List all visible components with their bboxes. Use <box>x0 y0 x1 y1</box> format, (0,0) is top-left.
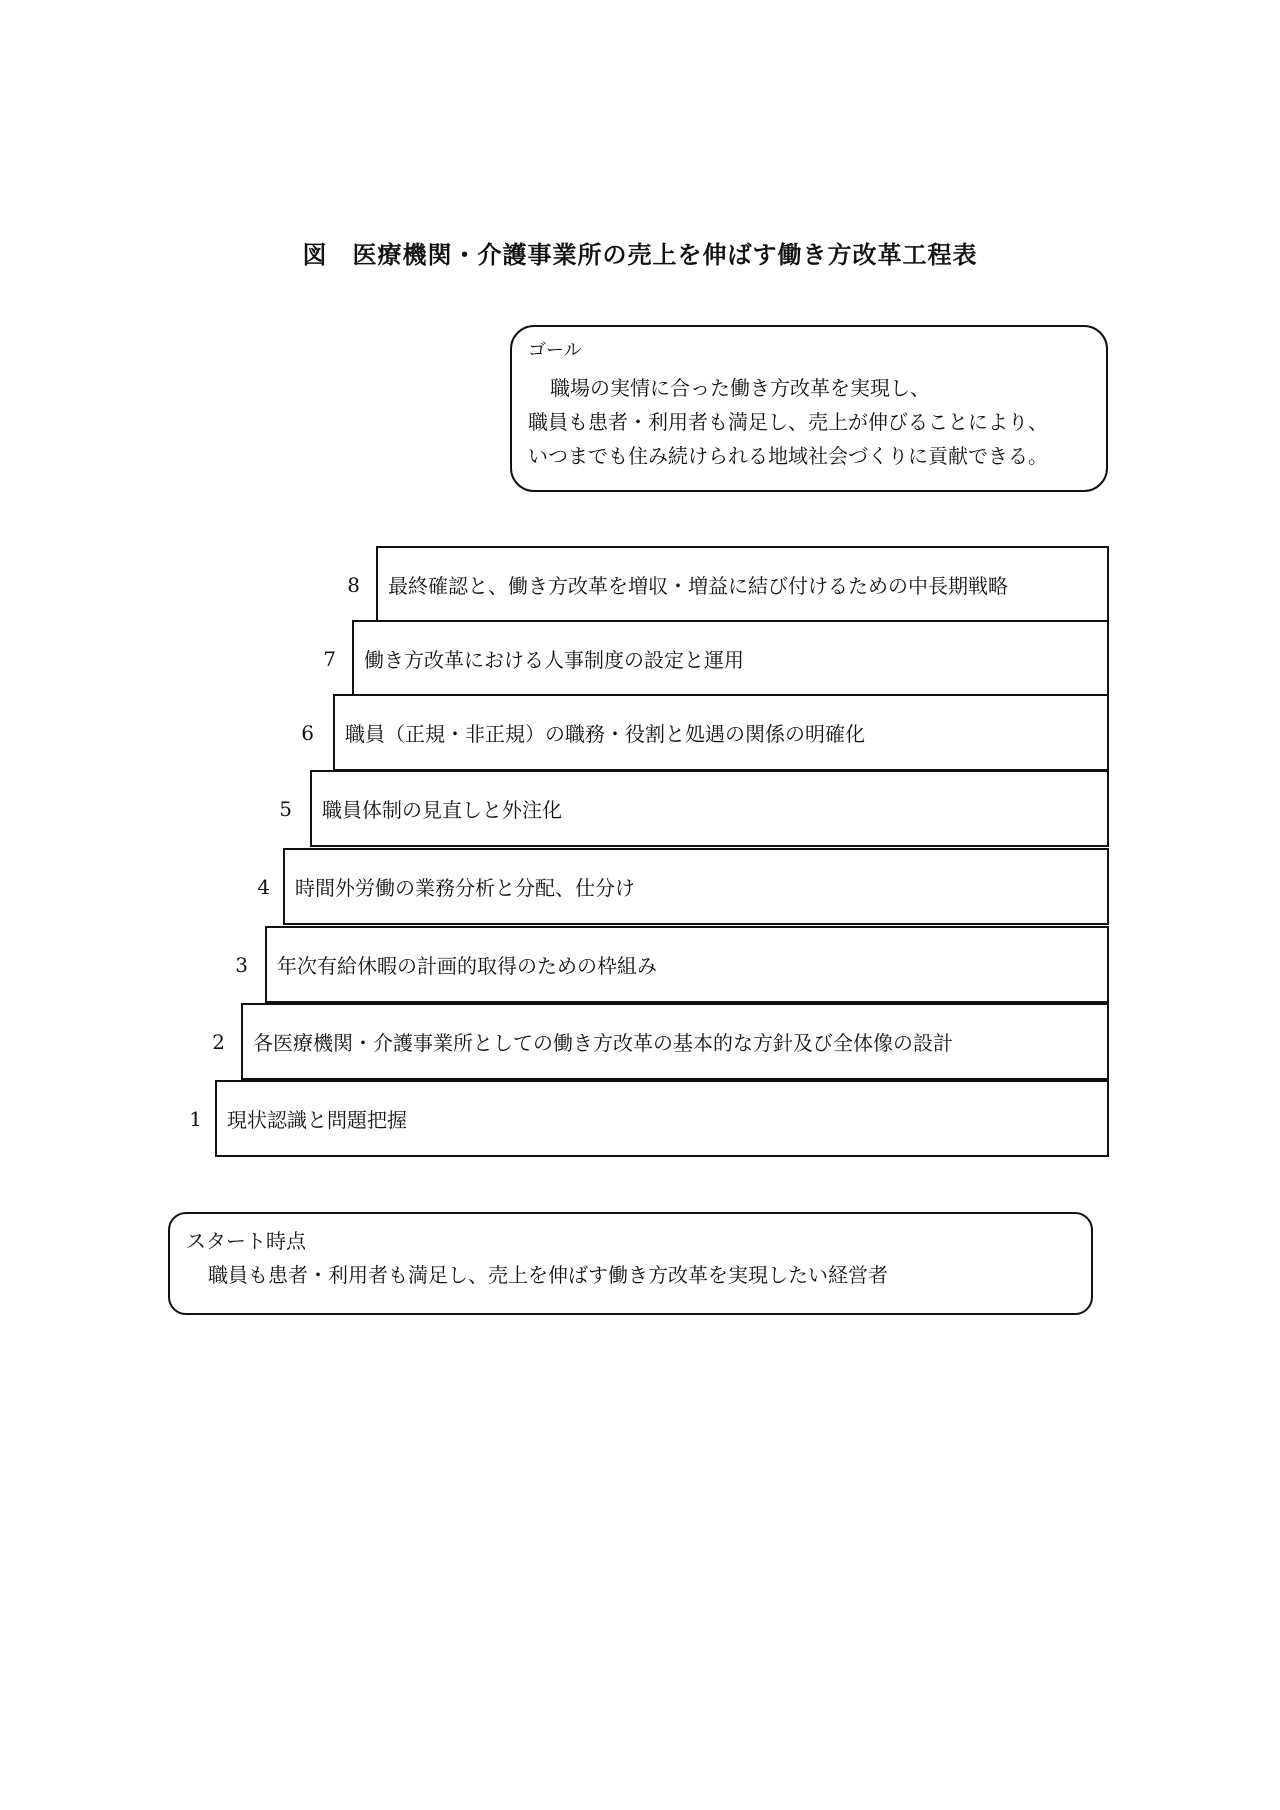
step-8-box: 最終確認と、働き方改革を増収・増益に結び付けるための中長期戦略 <box>376 546 1109 623</box>
goal-heading: ゴール <box>528 340 582 361</box>
step-7-box: 働き方改革における人事制度の設定と運用 <box>352 620 1109 697</box>
step-3-box: 年次有給休暇の計画的取得のための枠組み <box>265 926 1109 1003</box>
goal-line: いつまでも住み続けられる地域社会づくりに貢献できる。 <box>528 444 1048 468</box>
step-6-box: 職員（正規・非正規）の職務・役割と処遇の関係の明確化 <box>333 694 1109 771</box>
step-5-number: 5 <box>279 796 292 821</box>
step-4-box: 時間外労働の業務分析と分配、仕分け <box>283 848 1109 925</box>
start-heading: スタート時点 <box>186 1229 306 1253</box>
step-2-number: 2 <box>212 1029 225 1054</box>
step-8-number: 8 <box>347 572 360 597</box>
step-5-box: 職員体制の見直しと外注化 <box>310 770 1109 847</box>
step-6-number: 6 <box>301 720 314 745</box>
step-4-number: 4 <box>257 874 270 899</box>
step-1-box: 現状認識と問題把握 <box>215 1080 1109 1157</box>
step-3-number: 3 <box>235 952 248 977</box>
goal-line: 職場の実情に合った働き方改革を実現し、 <box>550 376 930 400</box>
goal-line: 職員も患者・利用者も満足し、売上が伸びることにより、 <box>528 410 1048 434</box>
step-2-box: 各医療機関・介護事業所としての働き方改革の基本的な方針及び全体像の設計 <box>241 1003 1109 1080</box>
step-7-number: 7 <box>323 646 336 671</box>
step-1-number: 1 <box>189 1106 202 1131</box>
start-line: 職員も患者・利用者も満足し、売上を伸ばす働き方改革を実現したい経営者 <box>208 1263 888 1287</box>
start-box <box>168 1212 1093 1315</box>
page-title: 図 医療機関・介護事業所の売上を伸ばす働き方改革工程表 <box>302 240 978 269</box>
